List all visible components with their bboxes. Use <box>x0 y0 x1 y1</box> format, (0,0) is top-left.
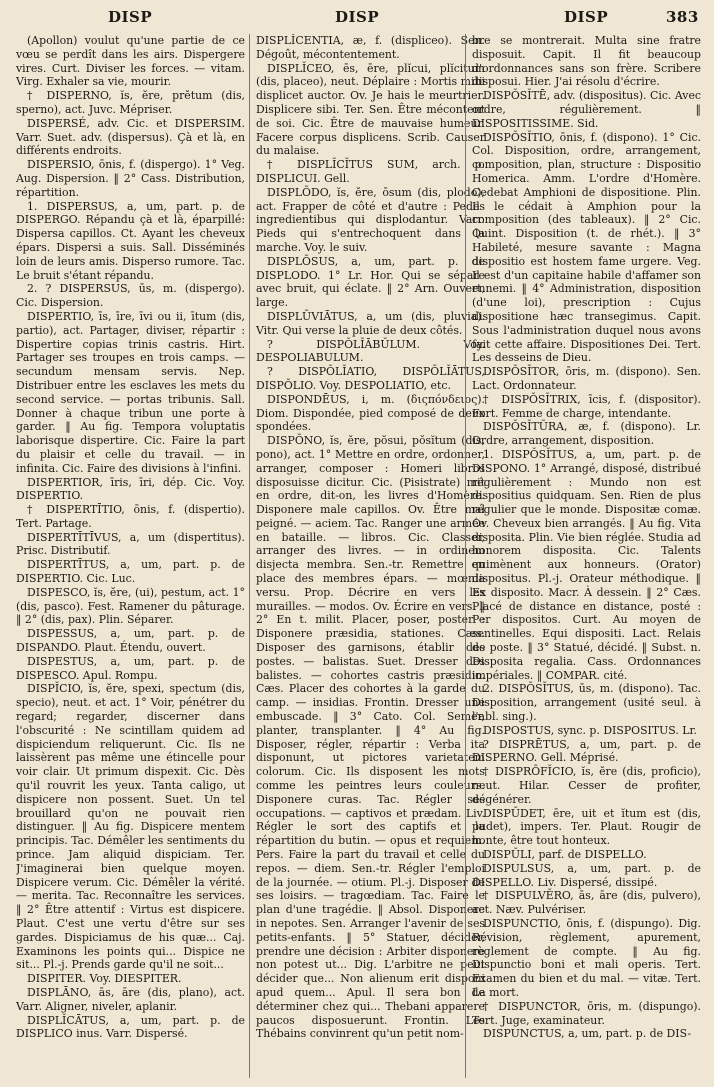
dictionary-entry: DISPLŌDO, ĭs, ĕre, ōsum (dis, plodo), act. Frapper de côté et d'autre : Pedes ingredientibus qui displodantur. Varr. Pieds qui s'entrechoquent dans la marche. Voy. le suiv. <box>256 185 485 254</box>
dictionary-entry: DISPERTĪTUS, a, um, part. p. de DISPERTIO. Cic. Luc. <box>16 558 245 586</box>
dictionary-entry: 2. DISPŎSĬTUS, ūs, m. (dispono). Tac. Disposition, arrangement (usité seul. à l'abl. sing.). <box>472 682 701 724</box>
dictionary-entry: DISPULSUS, a, um, part. p. de DISPELLO. Liv. Dispersé, dissipé. <box>472 861 701 889</box>
dictionary-entry: DISPUNCTUS, a, um, part. p. de DIS- <box>483 1027 692 1041</box>
column-rule <box>465 34 466 1078</box>
dictionary-entry: † DISPRŌFĬCIO, ĭs, ĕre (dis, proficio), neut. Hilar. Cesser de profiter, dégénérer. <box>472 765 701 806</box>
dictionary-entry: DISPLŌSUS, a, um, part. p. de DISPLODO. 1° Lr. Hor. Qui se sépare avec bruit, qui éclate. ‖ 2° Arn. Ouvert, large. <box>256 254 485 310</box>
dictionary-entry: ? DISPŎLĬATIO, DISPŎLĬĀTUS, DISPŎLIO. Voy. DESPOLIATIO, etc. <box>256 365 485 392</box>
dictionary-entry: DISPLĬCĀTUS, a, um, part. p. de DISPLICO inus. Varr. Dispersé. <box>16 1013 245 1041</box>
dictionary-entry: DISPLĬCENTIA, æ, f. (displiceo). Sen. Dégoût, mécontentement. <box>256 34 485 61</box>
dictionary-entry: DISPLĬCEO, ēs, ēre, plĭcui, plĭcitum (dis, placeo), neut. Déplaire : Mortis mihi displicet auctor. Ov. Je hais le meurtrier. Displicere sibi. Ter. Sen. Être mécontent de soi. Cic. Être de mauvaise humeur. Facere corpus displicens. Scrib. Causer du malaise. <box>256 61 485 158</box>
dictionary-entry: DISPLŪVIĀTUS, a, um (dis, pluvia). Vitr. Qui verse la pluie de deux côtés. <box>256 309 485 337</box>
running-head-left: DISP <box>108 8 153 26</box>
dictionary-entry: DISPŌNO, ĭs, ĕre, pŏsui, pŏsĭtum (dis, pono), act. 1° Mettre en ordre, ordonner, arranger, composer : Homeri libros disposuisse dicitur. Cic. (Pisistrate) mit en ordre, dit-on, les livres d'Homère. Disponere male capillos. Ov. Être mal peigné. — aciem. Tac. Ranger une armée en bataille. — libros. Cic. Classer, arranger des livres. — in ordinem disjecta membra. Sen.-tr. Remettre en place des membres épars. — mœnia versu. Prop. Décrire en vers les murailles. — modos. Ov. Écrire en vers. ‖ 2° En t. milit. Placer, poser, poster : Disponere præsidia, stationes. Cæs. Disposer des garnisons, établir des postes. — balistas. Suet. Dresser des balistes. — cohortes castris præsidio. Cæs. Placer des cohortes à la garde du camp. — insidias. Frontin. Dresser une embuscade. ‖ 3° Cato. Col. Semer, planter, transplanter. ‖ 4° Au fig. Disposer, régler, répartir : Verba ita disponunt, ut pictores varietatem colorum. Cic. Ils disposent les mots comme les peintres leurs couleurs. Disponere curas. Tac. Régler ses occupations. — captivos et prædam. Liv. Régler le sort des captifs et la répartition du butin. — opus et requiem. Pers. Faire la part du travail et celle du repos. — diem. Sen.-tr. Régler l'emploi de la journée. — otium. Pl.-j. Disposer de ses loisirs. — tragœdiam. Tac. Faire le plan d'une tragédie. ‖ Absol. Disponere in nepotes. Sen. Arranger l'avenir de ses petits-enfants. ‖ 5° Statuer, décider, prendre une décision : Arbiter disponere non potest ut... Dig. L'arbitre ne peut décider que... Non alienum erit disponi apud quem... Apul. Il sera bon de déterminer chez qui... Thebani apparere paucos disposuerunt. Frontin. Les Thébains convinrent qu'un petit nom- <box>256 434 485 1041</box>
dictionary-entry: DISPESCO, ĭs, ĕre, (ui), pestum, act. 1° (dis, pasco). Fest. Ramener du pâturage. ‖ 2° (dis, pax). Plin. Séparer. <box>16 585 245 627</box>
dictionary-entry: 2. ? DISPERSUS, ūs, m. (dispergo). Cic. Dispersion. <box>16 282 245 310</box>
dictionary-entry: (Apollon) voulut qu'une partie de ce vœu se perdît dans les airs. Dispergere vires. Curt. Diviser les forces. — vitam. Virg. Exhaler sa vie, mourir. <box>16 34 245 89</box>
dictionary-entry: DISPERTIOR, īris, īri, dép. Cic. Voy. DISPERTIO. <box>16 475 245 503</box>
dictionary-entry: 1. DISPŎSĬTUS, a, um, part. p. de DISPONO. 1° Arrangé, disposé, distribué régulièrement : Mundo non est dispositius quidquam. Sen. Rien de plus régulier que le monde. Dispositæ comæ. Ov. Cheveux bien arrangés. ‖ Au fig. Vita disposita. Plin. Vie bien réglée. Studia ad honorem disposita. Cic. Talents quimènent aux honneurs. (Orator) dispositus. Pl.-j. Orateur méthodique. ‖ Ex disposito. Macr. À dessein. ‖ 2° Cæs. Placé de distance en distance, posté : Per dispositos. Curt. Au moyen de sentinelles. Equi dispositi. Lact. Relais de poste. ‖ 3° Statué, décidé. ‖ Subst. n. Disposita regalia. Cass. Ordonnances impériales. ‖ COMPAR. cité. <box>472 447 701 682</box>
running-head-center: DISP <box>335 8 380 26</box>
dictionary-entry: bre se montrerait. Multa sine fratre disposuit. Capit. Il fit beaucoup d'ordonnances sans son frère. Scribere disposui. Hier. J'ai résolu d'écrire. <box>472 34 701 89</box>
dictionary-entry: 1. DISPERSUS, a, um, part. p. de DISPERGO. Répandu çà et là, éparpillé: Dispersa capillos. Ct. Ayant les cheveux épars. Dispersi a suis. Sall. Disséminés loin de leurs amis. Disperso rumore. Tac. Le bruit s'étant répandu. <box>16 199 245 282</box>
dictionary-entry: † DISPUNCTOR, ōris, m. (dispungo). Tert. Juge, examinateur. <box>472 999 701 1027</box>
column-middle <box>256 34 485 1080</box>
dictionary-entry: † DISPLĬCĬTUS SUM, arch. p. DISPLICUI. Gell. <box>256 158 485 185</box>
running-head-right: DISP <box>564 8 609 26</box>
dictionary-entry: DISPŬDET, ēre, uit et ĭtum est (dis, pudet), impers. Ter. Plaut. Rougir de honte, être tout honteux. <box>472 806 701 848</box>
dictionary-entry: DISPŎSĬTIO, ōnis, f. (dispono). 1° Cic. Col. Disposition, ordre, arrangement, composition, plan, structure : Dispositio Homerica. Amm. L'ordre d'Homère. Cedebat Amphioni de dispositione. Plin. Il le cédait à Amphion pour la composition (des tableaux). ‖ 2° Cic. Quint. Disposition (t. de rhét.). ‖ 3° Habileté, mesure savante : Magna dispositio est hostem fame urgere. Veg. Il est d'un capitaine habile d'affamer son ennemi. ‖ 4° Administration, disposition (d'une loi), prescription : Cujus dispositione hæc transegimus. Capit. Sous l'administration duquel nous avons fait cette affaire. Dispositiones Dei. Tert. Les desseins de Dieu. <box>472 130 701 365</box>
page-number: 383 <box>666 8 699 26</box>
dictionary-entry: DISPESTUS, a, um, part. p. de DISPESCO. Apul. Rompu. <box>16 654 245 682</box>
dictionary-entry: DISPOSTUS, sync. p. DISPOSITUS. Lr. <box>483 723 697 737</box>
dictionary-entry: ? DISPRĒTUS, a, um, part. p. de DISPERNO. Gell. Méprisé. <box>472 737 701 765</box>
dictionary-entry: † DISPULVĔRO, ās, āre (dis, pulvero), act. Næv. Pulvériser. <box>472 889 701 917</box>
dictionary-entry: † DISPERTĪTIO, ōnis, f. (dispertio). Tert. Partage. <box>16 503 245 530</box>
dictionary-entry: DISPESSUS, a, um, part. p. de DISPANDO. Plaut. Étendu, ouvert. <box>16 627 245 655</box>
column-rule <box>249 34 250 1078</box>
dictionary-entry: DISPŎSĬTOR, ōris, m. (dispono). Sen. Lact. Ordonnateur. <box>472 365 701 392</box>
dictionary-entry: DISPLĀNO, ās, āre (dis, plano), act. Varr. Aligner, niveler, aplanir. <box>16 985 245 1013</box>
dictionary-entry: † DISPŎSĬTRIX, īcis, f. (dispositor). Fort. Femme de charge, intendante. <box>472 392 701 420</box>
dictionary-entry: † DISPERNO, ĭs, ĕre, prĕtum (dis, sperno), act. Juvc. Mépriser. <box>16 89 245 116</box>
dictionary-entry: DISPŎSĬTĒ, adv. (dispositus). Cic. Avec ordre, régulièrement. ‖ DISPOSITISSIME. Sid. <box>472 89 701 130</box>
dictionary-entry: DISPERTIO, īs, īre, īvi ou ii, ītum (dis, partio), act. Partager, diviser, répartir : Dispertire copias trinis castris. Hirt. Partager ses troupes en trois camps. — secundum mensam servis. Nep. Distribuer entre les esclaves les mets du second service. — portas tribunis. Sall. Donner à chaque tribun une porte à garder. ‖ Au fig. Tempora voluptatis laborisque dispertire. Cic. Faire la part du plaisir et celle du travail. — in infinita. Cic. Faire des divisions à l'infini. <box>16 309 245 475</box>
dictionary-entry: DISPĬCIO, ĭs, ĕre, spexi, spectum (dis, specio), neut. et act. 1° Voir, pénétrer du regard; regarder, discerner dans l'obscurité : Ne scintillam quidem ad dispiciendum reliquerunt. Cic. Ils ne laissèrent pas même une étincelle pour voir clair. Ut primum dispexit. Cic. Dès qu'il rouvrit les yeux. Tanta caligo, ut dispicere non possent. Suet. Un tel brouillard qu'on ne pouvait rien distinguer. ‖ Au fig. Dispicere mentem principis. Tac. Démêler les sentiments du prince. Jam aliquid dispiciam. Ter. J'imaginerai bien quelque moyen. Dispicere verum. Cic. Démêler la vérité. — merita. Tac. Reconnaître les services. ‖ 2° Être attentif : Virtus est dispicere. Plaut. C'est une vertu d'être sur ses gardes. Dispiciamus de his quæ... Caj. Examinons les points qui... Dispice ne sit... Pl.-j. Prends garde qu'il ne soit... <box>16 682 245 972</box>
dictionary-entry: DISPONDĒUS, i, m. (διςπόνδειος). Diom. Dispondée, pied composé de deux spondées. <box>256 392 485 434</box>
dictionary-entry: DISPITER. Voy. DIESPITER. <box>27 972 182 986</box>
dictionary-entry: DISPŬLI, parf. de DISPELLO. <box>483 848 647 862</box>
dictionary-entry: DISPERTĪTĪVUS, a, um (dispertitus). Prisc. Distributif. <box>16 530 245 558</box>
dictionary-entry: DISPŎSĬTŪRA, æ, f. (dispono). Lr. Ordre, arrangement, disposition. <box>472 420 701 448</box>
column-left <box>16 34 245 1080</box>
dictionary-entry: DISPERSÉ, adv. Cic. et DISPERSIM. Varr. Suet. adv. (dispersus). Çà et là, en différents endroits. <box>16 116 245 158</box>
dictionary-entry: DISPERSIO, ōnis, f. (dispergo). 1° Veg. Aug. Dispersion. ‖ 2° Cass. Distribution, répartition. <box>16 158 245 199</box>
column-right <box>472 34 701 1080</box>
dictionary-entry: DISPUNCTIO, ōnis, f. (dispungo). Dig. Révision, règlement, apurement, règlement de compte. ‖ Au fig. Dispunctio boni et mali operis. Tert. Examen du bien et du mal. — vitæ. Tert. La mort. <box>472 917 701 999</box>
dictionary-entry: ? DISPŎLĬĀBŬLUM. Voy. DESPOLIABULUM. <box>256 337 485 365</box>
